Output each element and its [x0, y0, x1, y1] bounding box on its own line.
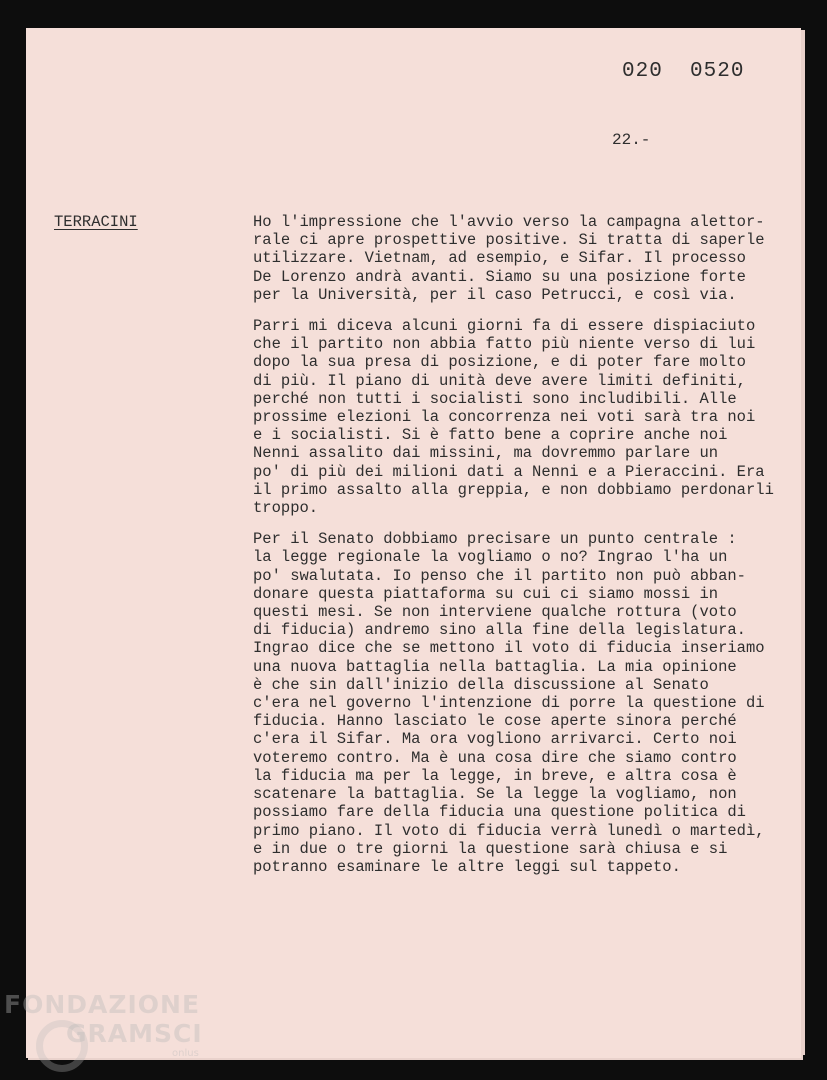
text-line: una nuova battaglia nella battaglia. La mia opinione	[253, 657, 737, 676]
text-line: rale ci apre prospettive positive. Si tratta di saperle	[253, 231, 765, 250]
text-line: e i socialisti. Si è fatto bene a coprire anche noi	[253, 426, 728, 445]
text-line: primo piano. Il voto di fiducia verrà lunedì o martedì,	[253, 821, 765, 840]
text-line: troppo.	[253, 499, 319, 518]
text-line: la legge regionale la vogliamo o no? Ingrao l'ha un	[253, 548, 728, 567]
text-line: la fiducia ma per la legge, in breve, e altra cosa è	[253, 766, 737, 785]
text-line: prossime elezioni la concorrenza nei voti sarà tra noi	[253, 408, 756, 427]
text-line: Parri mi diceva alcuni giorni fa di essere dispiaciuto	[253, 317, 756, 336]
paragraph	[253, 213, 798, 304]
text-line: Per il Senato dobbiamo precisare un punto centrale :	[253, 530, 737, 549]
text-line: Ingrao dice che se mettono il voto di fiducia inseriamo	[253, 639, 765, 658]
text-line: possiamo fare della fiducia una questione politica di	[253, 803, 746, 822]
text-line: potranno esaminare le altre leggi sul tappeto.	[253, 857, 681, 876]
text-line: voteremo contro. Ma è una cosa dire che siamo contro	[253, 748, 737, 767]
text-line: e in due o tre giorni la questione sarà chiusa e si	[253, 839, 728, 858]
text-line: po' di più dei milioni dati a Nenni e a Pieraccini. Era	[253, 462, 765, 481]
text-line: per la Università, per il caso Petrucci, e così via.	[253, 285, 737, 304]
watermark-line-3: onlus	[172, 1048, 199, 1059]
text-line: fiducia. Hanno lasciato le cose aperte sinora perché	[253, 712, 737, 731]
text-line: di fiducia) andremo sino alla fine della legislatura.	[253, 621, 746, 640]
text-line: Ho l'impressione che l'avvio verso la campagna alettor-	[253, 213, 765, 231]
page-number: 22.-	[612, 131, 651, 149]
text-line: perché non tutti i socialisti sono includibili. Alle	[253, 389, 737, 408]
text-line: c'era il Sifar. Ma ora vogliono arrivarci. Certo noi	[253, 730, 737, 749]
text-line: po' swalutata. Io penso che il partito non può abban-	[253, 566, 746, 585]
text-line: il primo assalto alla greppia, e non dobbiamo perdonarli	[253, 480, 774, 499]
text-line: è che sin dall'inizio della discussione al Senato	[253, 675, 709, 694]
text-line: che il partito non abbia fatto più niente verso di lui	[253, 335, 756, 354]
text-line: questi mesi. Se non interviene qualche rottura (voto	[253, 603, 737, 622]
paragraph	[253, 530, 798, 876]
speech-body	[253, 213, 798, 889]
text-line: donare questa piattaforma su cui ci siamo mossi in	[253, 584, 719, 603]
watermark-line-1: FONDAZIONE	[4, 990, 201, 1019]
document-number: 020 0520	[622, 60, 745, 83]
text-line: di più. Il piano di unità deve avere limiti definiti,	[253, 371, 746, 390]
text-line: scatenare la battaglia. Se la legge la vogliamo, non	[253, 785, 737, 804]
text-line: Nenni assalito dai missini, ma dovremmo parlare un	[253, 444, 719, 463]
speaker-name: TERRACINI	[54, 213, 138, 231]
text-line: c'era nel governo l'intenzione di porre la questione di	[253, 694, 765, 713]
page-edge	[801, 30, 805, 1055]
text-line: De Lorenzo andrà avanti. Siamo su una posizione forte	[253, 267, 746, 286]
paragraph	[253, 317, 798, 517]
text-line: utilizzare. Vietnam, ad esempio, e Sifar. Il processo	[253, 249, 746, 268]
text-line: dopo la sua presa di posizione, e di poter fare molto	[253, 353, 746, 372]
g-logo-icon	[36, 1020, 88, 1072]
fondazione-gramsci-watermark	[4, 990, 203, 1059]
watermark-line-2: GRAMSCI	[66, 1019, 203, 1048]
